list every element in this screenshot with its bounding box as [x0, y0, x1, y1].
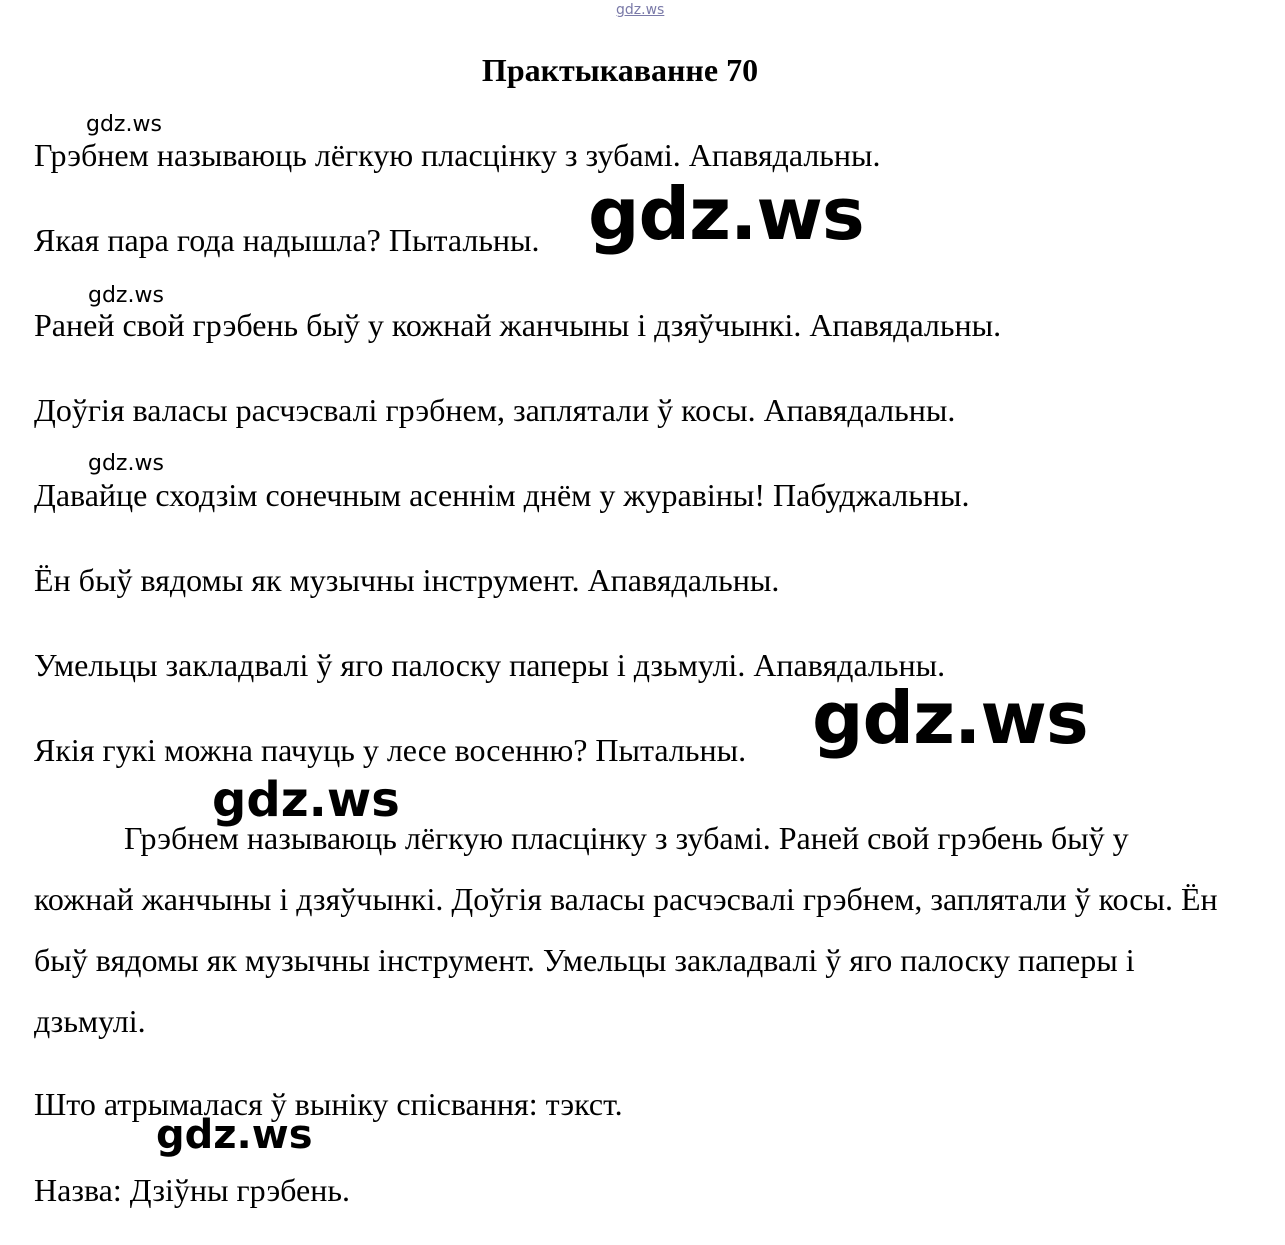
watermark-small-1: gdz.ws — [86, 112, 162, 137]
sentence-8: Якія гукі можна пачуць у лесе восенню? Пытальны. — [34, 732, 747, 768]
watermark-big-1: gdz.ws — [588, 172, 864, 256]
page-title: Практыкаванне 70 — [481, 52, 759, 88]
name-line: Назва: Дзіўны грэбень. — [34, 1172, 350, 1208]
sentence-1: Грэбнем называюць лёгкую пласцінку з зубамі. Апавядальны. — [34, 137, 881, 173]
sentence-3: Раней свой грэбень быў у кожнай жанчыны і дзяўчынкі. Апавядальны. — [34, 307, 1002, 343]
copied-paragraph: Грэбнем называюць лёгкую пласцінку з зубамі. Раней свой грэбень быў у кожнай жанчыны і дзяўчынкі. Доўгія валасы расчэсвалі грэбнем, заплятали ў косы. Ён быў вядомы як музычны інструмент. Умельцы закладвалі ў яго палоску паперы і дзьмулі. — [34, 820, 1218, 1039]
sentence-7: Умельцы закладвалі ў яго палоску паперы і дзьмулі. Апавядальны. — [34, 647, 946, 683]
sentence-6: Ён быў вядомы як музычны інструмент. Апавядальны. — [34, 562, 780, 598]
watermark-small-3: gdz.ws — [88, 451, 164, 476]
result-line: Што атрымалася ў выніку спісвання: тэкст. — [34, 1086, 623, 1122]
watermark-mid-1: gdz.ws — [212, 772, 400, 828]
sentence-4: Доўгія валасы расчэсвалі грэбнем, заплятали ў косы. Апавядальны. — [34, 392, 956, 428]
sentence-5: Давайце сходзім сонечным асеннім днём у журавіны! Пабуджальны. — [34, 477, 970, 513]
watermark-mid-2: gdz.ws — [156, 1112, 313, 1158]
watermark-small-2: gdz.ws — [88, 283, 164, 308]
watermark-top: gdz.ws — [616, 2, 665, 18]
watermark-big-2: gdz.ws — [812, 676, 1088, 760]
sentence-2: Якая пара года надышла? Пытальны. — [34, 222, 540, 258]
